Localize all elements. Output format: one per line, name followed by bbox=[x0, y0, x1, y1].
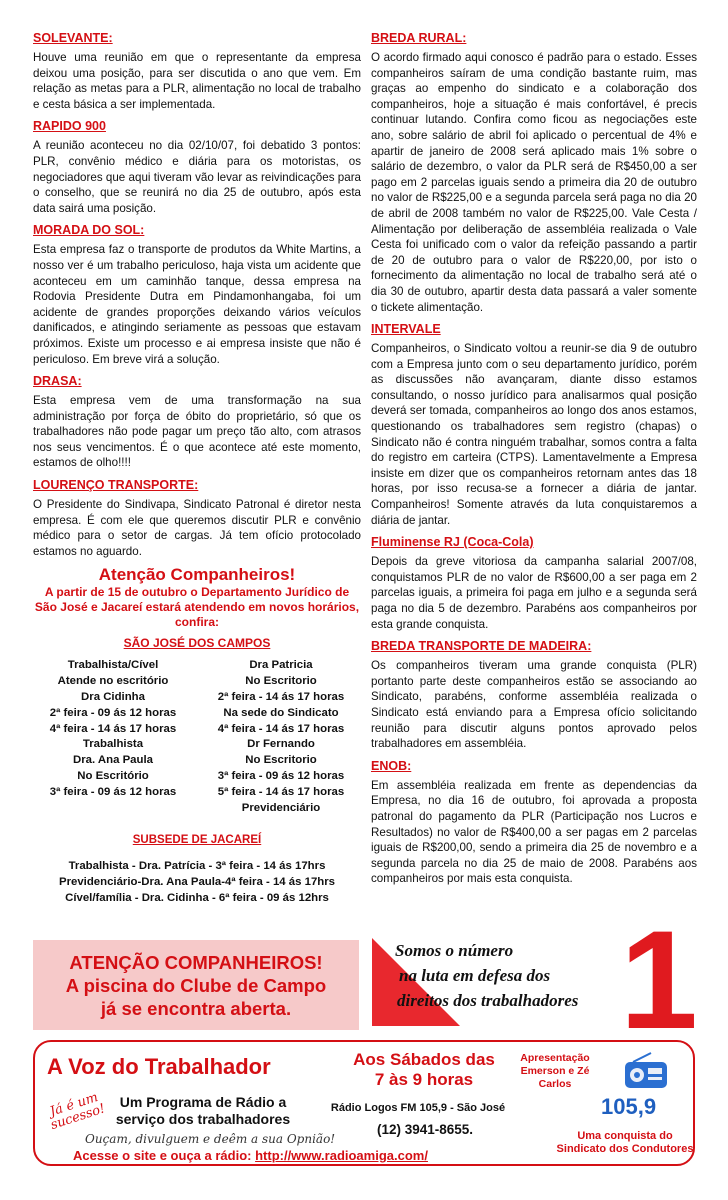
pool-notice-line: ATENÇÃO COMPANHEIROS! bbox=[69, 951, 323, 973]
radio-frequency: 105,9 bbox=[601, 1094, 657, 1119]
text-morada: Esta empresa faz o transporte de produtos da White Martins, a nosso ver é um trabalho periculoso, haja vista um acidente que aconteceu em um caminhão tanque, dessa empresa na Rodovia Presidente Dutra em Pindamonhangaba, foi um acidente de grandes proporções deixando vários veículos danificados, e atingindo seriamente as pessoas que estavam próximos. Existe um processo e ai empresa insiste que não é periculoso. Em breve virá a solução. bbox=[33, 243, 361, 366]
text-breda-rural: O acordo firmado aqui conosco é padrão para o estado. Esses companheiros saíram de uma condição bastante ruim, mas graças ao empenho do sindicato e a colaboração dos companheiros, hoje a situação é mais confortável, é precis continuar lutando. Confira como ficou as negociações este ano, sobre salário de abril foi aplicado o percentual de 4% e apartir de janeiro de 2008 será aplicado mais 1% sobre o salário de dezembro, o valor da PLR será de R$450,00 a ser pago em 2 parcelas iguais sendo a primeira dia 20 de outubro no valor de R$225,00 e a segunda parcela será paga no dia 20 de abril de 2008 também no valor de R$225,00. Vale Cesta / Alimentação por deliberação de assembléia realizada o Vale Cesta foi unificado com o valor da refeição passando a partir de 20 de outubro para o valor de R$220,00, por isto o fornecimento da alimentação no local de trabalho será até o dia 30 de outubro, apartir desta data passará a valer somente o tickete alimentação. bbox=[371, 51, 697, 314]
radio-site-link[interactable]: http://www.radioamiga.com/ bbox=[255, 1148, 428, 1163]
attention-block bbox=[33, 565, 361, 906]
text-lourenco: O Presidente do Sindivapa, Sindicato Patronal é diretor nesta empresa. É com ele que queremos discutir PLR e convênio médico para o setor de cargas. Já tem ofício protocolado estamos no aguardo. bbox=[33, 498, 361, 558]
radio-station: Rádio Logos FM 105,9 - São José bbox=[330, 1102, 506, 1114]
section-intervale bbox=[371, 321, 697, 528]
schedule-column-left bbox=[33, 658, 193, 816]
radio-phone: (12) 3941-8655. bbox=[376, 1122, 474, 1137]
jacarei-line: Cível/família - Dra. Cidinha - 6ª feira - 09 ás 12hrs bbox=[65, 892, 329, 905]
radio-program-box bbox=[33, 1040, 695, 1166]
text-drasa: Esta empresa vem de uma transformação na sua administração por força de óbito do proprietário, só que os trabalhadores não pode pagar um preço tão alto, com atrasos nos seus vencimentos. É o que acontece até este momento, estamos de olho!!!! bbox=[33, 394, 361, 470]
city-heading: SÃO JOSÉ DOS CAMPOS bbox=[123, 636, 271, 651]
section-breda-rural bbox=[371, 30, 697, 315]
jacarei-line: Trabalhista - Dra. Patrícia - 3ª feira - 14 ás 17hrs bbox=[68, 860, 326, 873]
schedule-line: Atende no escritório bbox=[57, 675, 169, 688]
section-rapido bbox=[33, 118, 361, 216]
schedule-line: Dra Patricia bbox=[249, 659, 313, 672]
radio-site-prefix: Acesse o site e ouça a rádio: bbox=[73, 1148, 252, 1163]
schedule-line: No Escritório bbox=[77, 770, 149, 783]
schedule-line: No Escritorio bbox=[245, 754, 317, 767]
text-rapido: A reunião aconteceu no dia 02/10/07, foi debatido 3 pontos: PLR, convênio médico e diária para os motoristas, os negociadores que aqui tiveram vão levar as reivindicações para o conselho, que se reunirá no dia 25 de outubro, após esta data sairá uma posição. bbox=[33, 139, 361, 215]
section-lourenco bbox=[33, 477, 361, 559]
heading-rapido: RAPIDO 900 bbox=[33, 119, 106, 134]
radio-program-description: Um Programa de Rádio a serviço dos trabalhadores bbox=[115, 1094, 291, 1127]
schedule-line: Trabalhista/Cível bbox=[67, 659, 159, 672]
big-number-one: 1 bbox=[620, 901, 698, 1058]
section-enob bbox=[371, 758, 697, 887]
radio-union-credit: Uma conquista do Sindicato dos Condutores bbox=[556, 1130, 694, 1155]
slogan-line: na luta em defesa dos bbox=[399, 966, 551, 985]
slogan-line: Somos o número bbox=[395, 941, 514, 960]
slogan bbox=[395, 938, 635, 1013]
schedule-line: 4ª feira - 14 ás 17 horas bbox=[49, 722, 177, 735]
schedule-line: Dra Cidinha bbox=[81, 691, 145, 704]
schedule-line: 2ª feira - 14 ás 17 horas bbox=[217, 691, 345, 704]
radio-schedule: Aos Sábados das 7 às 9 horas bbox=[353, 1050, 495, 1089]
text-breda-madeira: Os companheiros tiveram uma grande conquista (PLR) portanto parte deste companheiros estão se associando ao Sindicato, parabéns, conforme assembléia realizada o Sindicato está enviando para a Empresa ofício solicitando reunião para discutir alguns pontos aprovado pelos trabalhadores em assembléia. bbox=[371, 659, 697, 751]
jacarei-line: Previdenciário-Dra. Ana Paula-4ª feira - 14 ás 17hrs bbox=[58, 876, 336, 889]
schedule-line: Dra. Ana Paula bbox=[73, 754, 153, 767]
pool-notice-line: já se encontra aberta. bbox=[100, 997, 292, 1019]
section-morada bbox=[33, 222, 361, 367]
radio-title: A Voz do Trabalhador bbox=[47, 1054, 271, 1079]
pool-notice-line: A piscina do Clube de Campo bbox=[65, 974, 327, 996]
radio-icon bbox=[621, 1052, 671, 1092]
schedule-line: Trabalhista bbox=[82, 738, 144, 751]
radio-site-line bbox=[73, 1148, 428, 1163]
heading-solevante: SOLEVANTE: bbox=[33, 31, 113, 45]
schedule-line: No Escritorio bbox=[245, 675, 317, 688]
section-breda-madeira bbox=[371, 638, 697, 752]
schedule-line: 5ª feira - 14 ás 17 horas bbox=[217, 785, 345, 798]
heading-morada: MORADA DO SOL: bbox=[33, 223, 145, 238]
jacarei-schedule bbox=[33, 858, 361, 906]
schedule-line: 3ª feira - 09 ás 12 horas bbox=[217, 770, 345, 783]
heading-intervale: INTERVALE bbox=[371, 322, 441, 337]
radio-success-tag: Já é um sucesso! bbox=[48, 1090, 108, 1134]
right-column bbox=[371, 30, 697, 893]
schedule-line: 2ª feira - 09 ás 12 horas bbox=[49, 706, 177, 719]
heading-fluminense: Fluminense RJ (Coca-Cola) bbox=[371, 535, 534, 550]
heading-breda-madeira: BREDA TRANSPORTE DE MADEIRA: bbox=[371, 639, 592, 654]
schedule-line: 4ª feira - 14 ás 17 horas bbox=[217, 722, 345, 735]
section-fluminense bbox=[371, 534, 697, 632]
slogan-line: direitos dos trabalhadores bbox=[397, 991, 579, 1010]
left-column bbox=[33, 30, 361, 906]
attention-subtitle: A partir de 15 de outubro o Departamento Jurídico de São José e Jacareí estará atendendo em novos horários, confira: bbox=[34, 585, 360, 630]
radio-call-to-action: Ouçam, divulguem e deêm a sua Opnião! bbox=[85, 1132, 336, 1146]
radio-presenters: Apresentação Emerson e Zé Carlos bbox=[520, 1052, 590, 1090]
text-enob: Em assembléia realizada em frente as dependencias da Empresa, no dia 16 de outubro, foi aprovada a proposta patronal do pagamento da PLR (Participação nos Lucros e Resultados) no valor de R$400,00 a ser pagas em 2 parcelas iguais de R$200,00, sendo a primeira dia 25 de novembro e a segunda parcela no dia 25 de maio de 2008. Parabéns aos companheiros por mais esta conquista. bbox=[371, 778, 697, 886]
schedule-line: 3ª feira - 09 ás 12 horas bbox=[49, 785, 177, 798]
schedule-line: Na sede do Sindicato bbox=[223, 706, 339, 719]
heading-drasa: DRASA: bbox=[33, 374, 82, 389]
attention-title: Atenção Companheiros! bbox=[98, 565, 296, 585]
schedule-line: Previdenciário bbox=[241, 801, 321, 814]
heading-breda-rural: BREDA RURAL: bbox=[371, 31, 467, 45]
heading-enob: ENOB: bbox=[371, 758, 412, 773]
text-intervale: Companheiros, o Sindicato voltou a reunir-se dia 9 de outubro com a Empresa junto com o seu departamento jurídico, porém as discussões não avançaram, diante disso estamos consultando, o nosso jurídico para analisarmos qual posição deverá ser tomada, companheiros ao longo dos anos estamos, questionando os trabalhadores sem registro (chapas) o Sindicato não é contra ninguém trabalhar, somos contra a falta do registro em carteira (CTPS). Lamentavelmente a Empresa insiste em dizer que os companheiros retornam antes das 18 horas, por isso recusa-se a fornecer a diária de jantar. Companheiros! Somente através da luta conquistaremos a diária de jantar. bbox=[371, 342, 697, 527]
text-fluminense: Depois da greve vitoriosa da campanha salarial 2007/08, conquistamos PLR de no valor de R$600,00 a ser paga em 2 parcelas iguais, a primeira foi paga em julho e a segunda será paga no dia 5 de dezembro. Parabéns aos companheiros por esta grande conquista. bbox=[371, 555, 697, 631]
schedule-column-right bbox=[201, 658, 361, 816]
text-solevante: Houve uma reunião em que o representante da empresa deixou uma posição, para ser discutida o ano que vem. Em relação as metas para a PLR, alimentação no local de trabalho e cesta básica a ser implementada. bbox=[33, 51, 361, 111]
schedule-grid bbox=[33, 658, 361, 816]
pool-notice-box bbox=[33, 940, 359, 1030]
heading-lourenco: LOURENÇO TRANSPORTE: bbox=[33, 478, 199, 493]
subsede-heading: SUBSEDE DE JACAREÍ bbox=[132, 834, 262, 847]
section-drasa bbox=[33, 373, 361, 471]
section-solevante bbox=[33, 30, 361, 112]
schedule-line: Dr Fernando bbox=[247, 738, 315, 751]
